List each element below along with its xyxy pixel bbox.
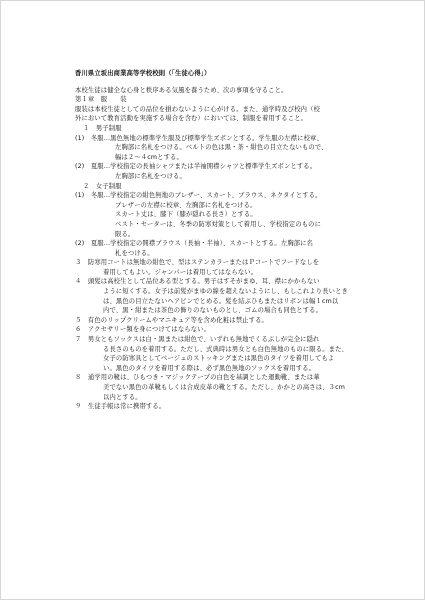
document-line: ３ 防寒用コートは無地の紺色で、型はステンカラーまたはＰコートでフードなしを	[75, 259, 320, 267]
title-gap	[75, 79, 363, 86]
document-line: (1) 冬服…黒色無地の標準学生服及び標準学生ズボンとする。学生服の左襟に校章、	[75, 134, 323, 142]
document-line: ブレザーの左襟に校章、左胸部に名札をつける。	[115, 201, 257, 209]
document-line: ベスト・セーターは、冬季の防寒対策として着用し、学校指定のものに	[115, 220, 322, 228]
document-line: い。黒色のタイツを着用する際は、必ず黒色無地のソックスを着用する。	[103, 364, 316, 372]
document-line: ９ 生徒手帳は常に携帯する。	[75, 403, 166, 411]
document-line: 内で、黒・紺または茶色の飾りのないものとし、ゴムの場合も同色とする。	[103, 307, 323, 315]
document-line: 着用してもよい。ジャンパーは着用してはならない。	[103, 268, 258, 276]
document-line: は、黒色の目立たないヘアピンでとめる。髪を結ぶひもまたはリボンは幅１cm以	[103, 297, 339, 305]
document-line: ２ 女子制服	[83, 182, 122, 190]
document-line: (1) 冬服…学校指定の紺色無地のブレザー、スカート、ブラウス、ネクタイとする。	[75, 192, 322, 200]
document-line: ４ 頭髪は高校生として品位ある型とする。男子はすそがまゆ、耳、襟にかからない	[75, 278, 320, 286]
document-line: 美でない黒色の革靴もしくは合成皮革の靴とする。ただし、かかとの高さは、３cm	[103, 384, 345, 391]
document-line: 第１章 服 装	[75, 96, 127, 104]
document-line: ８ 通学用の靴は、ひもつき・マジックテープの白色を基調とした運動靴、または華	[75, 374, 320, 382]
document-line: 札をつける。	[115, 249, 154, 257]
document-line: ５ 有色のリップクリームやマニキュア等を含め化粧は禁止する。	[75, 316, 268, 324]
document-line: ６ アクセサリー類を身につけてはならない。	[75, 326, 211, 334]
document-line: る長さのものを着用する。ただし、式典時は男女とも白色無地のものに限る。また、	[103, 345, 348, 353]
document-line: スカート丈は、膝下（膝が隠れる長さ）とする。	[115, 211, 257, 219]
document-line: (2) 夏服…学校指定の長袖シャツまたは半袖開襟シャツと標準学生ズボンとする。	[75, 163, 317, 171]
document-title: 香川県立坂出商業高等学校校則（「生徒心得」）	[75, 70, 211, 77]
document-line: 左胸部に名札をつける。	[115, 172, 186, 180]
document-body	[75, 69, 363, 412]
document-line: 服装は本校生徒としての品位を損わないように心がける。また、通学時及び校内（校	[75, 105, 320, 113]
document-line: 本校生徒は健全な心身と秩序ある気風を養うため、次の事項を守ること。	[75, 86, 288, 94]
document-line: ように短くする。女子は前髪がまゆの線を超えないようにし、もしこれより長いとき	[103, 288, 348, 296]
document-line: １ 男子制服	[83, 124, 122, 132]
document-line: 限る。	[115, 230, 135, 238]
document-line: ７ 男女ともソックスは白・黒または紺色で、いずれも無地でくるぶしが完全に隠れ	[75, 336, 320, 344]
document-line: (2) 夏服…学校指定の開襟ブラウス（長袖・半袖）、スカートとする。左胸部に名	[75, 240, 314, 248]
document-line: 外において教育活動を実施する場合を含む）においては、制服を着用すること。	[75, 115, 308, 123]
document-line: 女子の防寒具としてベージュのストッキングまたは黒色のタイツを着用してもよ	[103, 355, 335, 363]
document-line: 幅は２～４cmとする。	[115, 153, 183, 161]
document-line: 以内とする。	[103, 393, 142, 401]
document-line: 左胸部に名札をつける。ベルトの色は黒・茶・紺色の目立たないもので、	[115, 144, 328, 152]
